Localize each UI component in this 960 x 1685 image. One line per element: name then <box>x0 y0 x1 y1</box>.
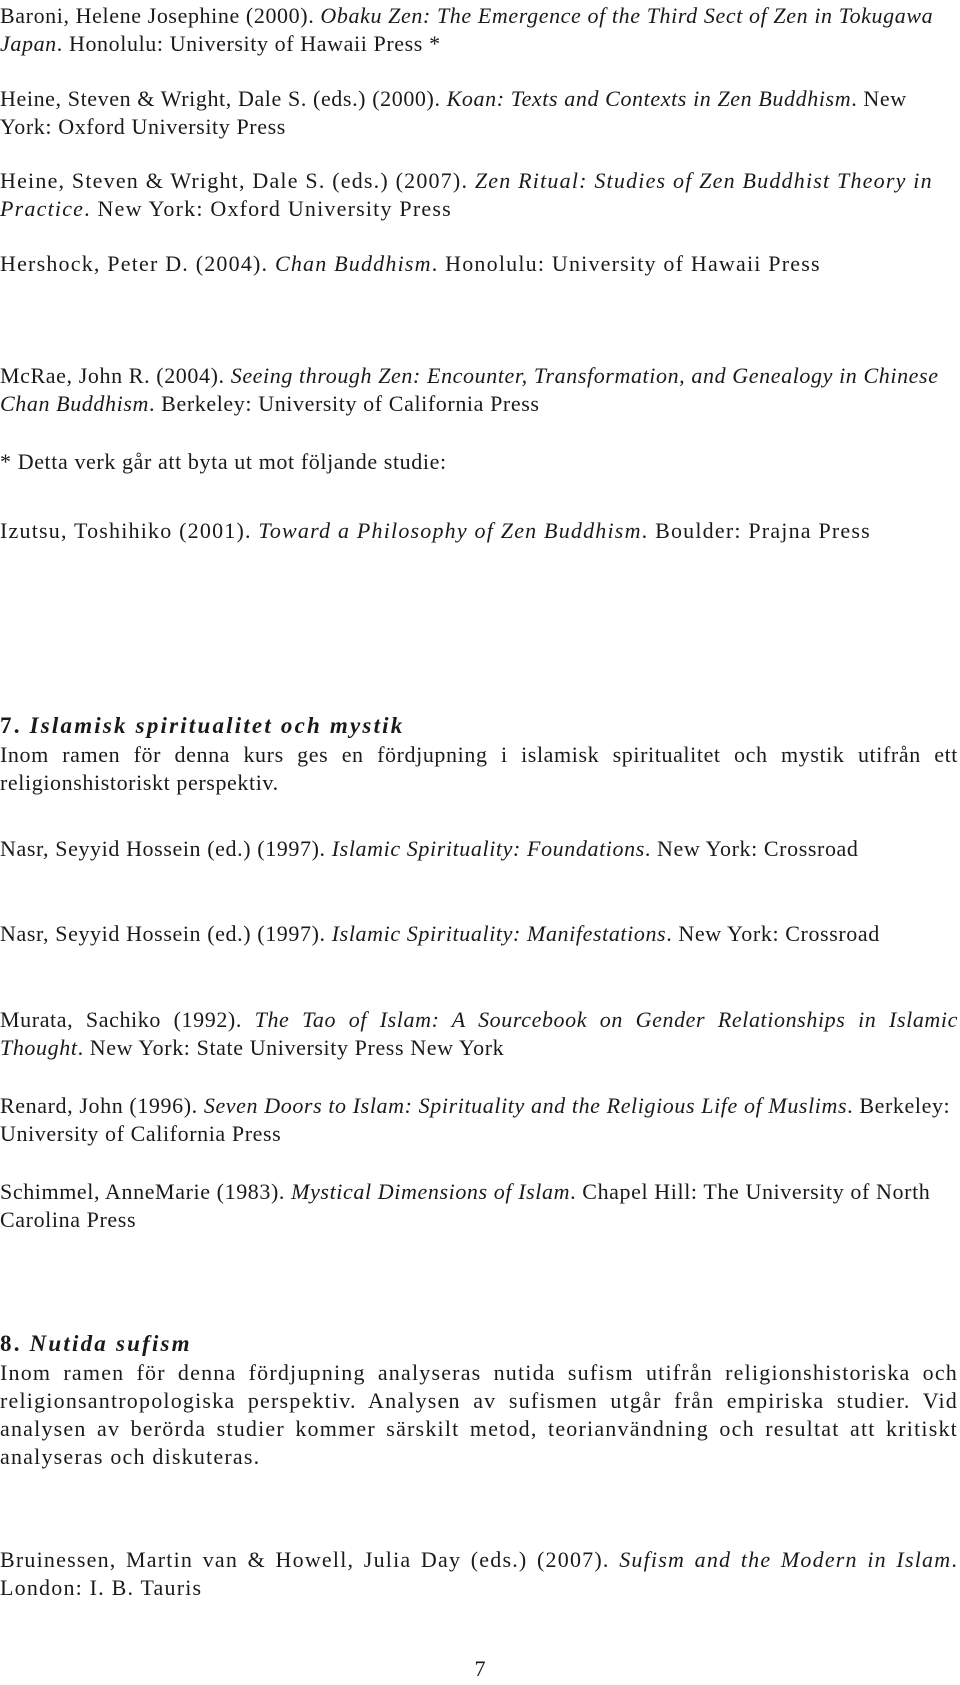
reference-title: Toward a Philosophy of Zen Buddhism <box>258 518 642 543</box>
reference-publisher: . New York: Crossroad <box>644 836 859 861</box>
reference-author: Schimmel, AnneMarie (1983). <box>0 1179 292 1204</box>
reference-publisher: . New York: Crossroad <box>666 921 880 946</box>
section-title: Nutida sufism <box>29 1331 192 1356</box>
reference-publisher: . New York: Oxford University Press <box>0 86 907 139</box>
reference-title: The Tao of Islam: A Sourcebook on Gender Relationships in Islamic Thought <box>0 1007 958 1060</box>
reference-entry <box>0 835 958 863</box>
reference-publisher: . New York: State University Press New York <box>77 1035 505 1060</box>
reference-entry <box>0 1006 958 1062</box>
reference-entry <box>0 362 958 418</box>
reference-publisher: . Honolulu: University of Hawaii Press <box>431 251 821 276</box>
reference-title: Mystical Dimensions of Islam <box>291 1179 571 1204</box>
reference-title: Chan Buddhism <box>274 251 432 276</box>
reference-entry <box>0 920 958 948</box>
reference-author: Baroni, Helene Josephine (2000). <box>0 3 321 28</box>
reference-title: Obaku Zen: The Emergence of the Third Sect of Zen in Tokugawa Japan <box>0 3 934 56</box>
reference-author: Izutsu, Toshihiko (2001). <box>0 518 259 543</box>
reference-author: Murata, Sachiko (1992). <box>0 1007 255 1032</box>
reference-publisher: . Honolulu: University of Hawaii Press * <box>56 31 441 56</box>
footnote-note: * Detta verk går att byta ut mot följande studie: <box>0 449 447 474</box>
section-intro: Inom ramen för denna fördjupning analyseras nutida sufism utifrån religionshistoriska och religionsantropologiska perspektiv. Analysen av sufismen utgår från empiriska studier. Vid analysen av berörda studier kommer särskilt metod, teorianvändning och resultat att kritiskt analyseras och diskuteras. <box>0 1360 958 1469</box>
reference-author: Bruinessen, Martin van & Howell, Julia Day (eds.) (2007). <box>0 1547 620 1572</box>
reference-entry <box>0 517 958 545</box>
section-number: 7. <box>0 713 30 738</box>
section-title: Islamisk spiritualitet och mystik <box>29 713 405 738</box>
reference-author: Hershock, Peter D. (2004). <box>0 251 275 276</box>
reference-entry <box>0 2 958 58</box>
reference-title: Islamic Spirituality: Manifestations <box>331 921 667 946</box>
reference-author: Renard, John (1996). <box>0 1093 204 1118</box>
section-number: 8. <box>0 1331 30 1356</box>
reference-publisher: . Chapel Hill: The University of North Carolina Press <box>0 1179 931 1232</box>
reference-entry <box>0 1546 958 1602</box>
reference-author: Heine, Steven & Wright, Dale S. (eds.) (2007). <box>0 168 475 193</box>
page-number: 7 <box>474 1656 486 1681</box>
reference-publisher: . London: I. B. Tauris <box>0 1547 959 1600</box>
reference-author: Nasr, Seyyid Hossein (ed.) (1997). <box>0 921 332 946</box>
reference-entry <box>0 167 958 223</box>
section-heading <box>0 1330 958 1358</box>
reference-title: Sufism and the Modern in Islam <box>619 1547 952 1572</box>
reference-title: Seven Doors to Islam: Spirituality and the Religious Life of Muslims <box>203 1093 848 1118</box>
reference-entry <box>0 250 958 278</box>
reference-publisher: . Boulder: Prajna Press <box>641 518 871 543</box>
section-intro: Inom ramen för denna kurs ges en fördjupning i islamisk spiritualitet och mystik utifrån ett religionshistoriskt perspektiv. <box>0 742 958 795</box>
reference-author: Nasr, Seyyid Hossein (ed.) (1997). <box>0 836 332 861</box>
reference-author: Heine, Steven & Wright, Dale S. (eds.) (2000). <box>0 86 447 111</box>
reference-entry <box>0 1178 958 1234</box>
reference-title: Islamic Spirituality: Foundations <box>331 836 645 861</box>
reference-entry <box>0 1092 958 1148</box>
reference-title: Seeing through Zen: Encounter, Transformation, and Genealogy in Chinese Chan Buddhism <box>0 363 939 416</box>
reference-publisher: . New York: Oxford University Press <box>84 196 452 221</box>
reference-publisher: . Berkeley: University of California Press <box>148 391 540 416</box>
reference-entry <box>0 85 958 141</box>
reference-title: Zen Ritual: Studies of Zen Buddhist Theory in Practice <box>0 168 933 221</box>
section-heading <box>0 712 958 740</box>
reference-publisher: . Berkeley: University of California Press <box>0 1093 951 1146</box>
reference-author: McRae, John R. (2004). <box>0 363 231 388</box>
reference-title: Koan: Texts and Contexts in Zen Buddhism <box>446 86 852 111</box>
